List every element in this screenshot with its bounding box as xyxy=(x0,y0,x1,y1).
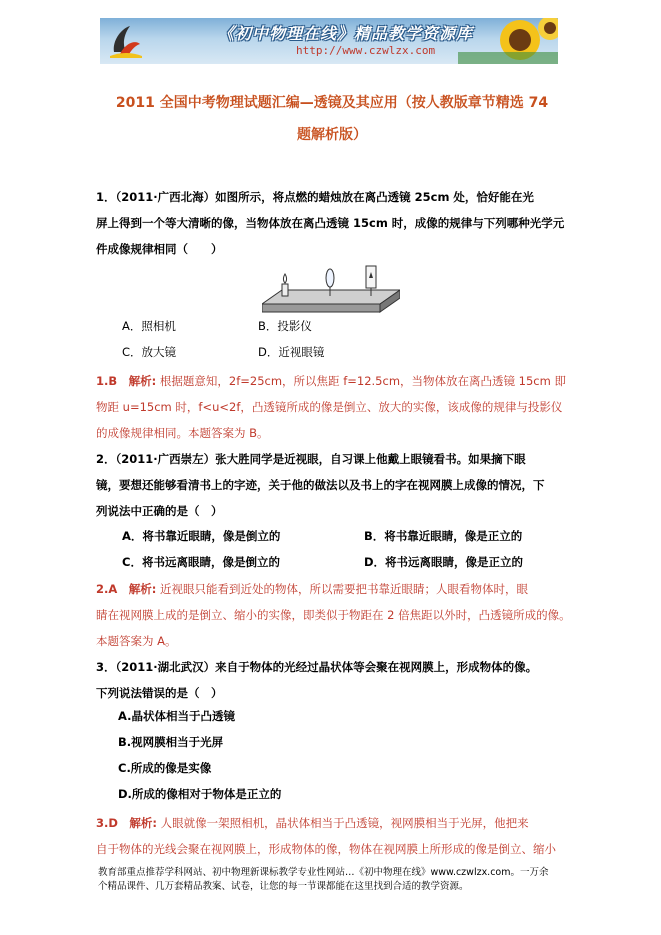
q3-answer-text1: 人眼就像一架照相机，晶状体相当于凸透镜，视网膜相当于光屏，他把来 xyxy=(157,816,529,830)
q3-option-c: C.所成的像是实像 xyxy=(118,761,212,775)
sunflower-icon xyxy=(458,18,558,64)
q2-option-d: D．将书远离眼睛，像是正立的 xyxy=(364,555,524,569)
q3-answer-line1 xyxy=(96,810,576,836)
q3-text-line1: 3．（2011·湖北武汉）来自于物体的光经过晶状体等会聚在视网膜上，形成物体的像。 xyxy=(96,660,538,674)
q2-text-line1: 2．（2011·广西崇左）张大胜同学是近视眼，自习课上他戴上眼镜看书。如果摘下眼 xyxy=(96,452,526,466)
q1-answer-line3: 的成像规律相同。本题答案为 B。 xyxy=(96,426,269,440)
footer-line2: 个精品课件、几万套精品教案、试卷，让您的每一节课都能在这里找到合适的教学资源。 xyxy=(98,881,469,892)
q2-text-line2: 镜，要想还能够看清书上的字迹，关于他的做法以及书上的字在视网膜上成像的情况，下 xyxy=(96,478,545,492)
banner-title: 《初中物理在线》精品教学资源库 xyxy=(218,24,474,43)
q2-option-c: C．将书远离眼睛，像是倒立的 xyxy=(122,555,280,569)
q1-answer-line1 xyxy=(96,368,576,394)
q1-option-c: C．放大镜 xyxy=(122,345,177,359)
q2-answer-text1: 近视眼只能看到近处的物体，所以需要把书靠近眼睛；人眼看物体时，眼 xyxy=(156,582,529,596)
q3-answer-line2: 自于物体的光线会聚在视网膜上，形成物体的像，物体在视网膜上所形成的像是倒立、缩小 xyxy=(96,842,556,856)
q3-option-a: A.晶状体相当于凸透镜 xyxy=(118,709,235,723)
q1-text-line1: 1．（2011·广西北海）如图所示，将点燃的蜡烛放在离凸透镜 25cm 处，恰好能在光 xyxy=(96,190,534,204)
q1-answer-label: 1.B 解析: xyxy=(96,374,157,388)
q1-option-d: D．近视眼镜 xyxy=(258,345,325,359)
q2-answer-line3: 本题答案为 A。 xyxy=(96,634,177,648)
q2-text-line3: 列说法中正确的是（ ） xyxy=(96,504,223,518)
q2-answer-label: 2.A 解析: xyxy=(96,582,157,596)
q1-option-b: B．投影仪 xyxy=(258,319,312,333)
document-title-line1: 2011 全国中考物理试题汇编—透镜及其应用（按人教版章节精选 74 xyxy=(115,95,549,111)
q1-text-line3: 件成像规律相同（ ） xyxy=(96,242,223,256)
q3-option-d: D.所成的像相对于物体是正立的 xyxy=(118,787,282,801)
footer-line1: 教育部重点推荐学科网站、初中物理新课标教学专业性网站…《初中物理在线》www.czwlzx.com。一万余 xyxy=(98,867,549,878)
header-banner xyxy=(100,18,558,64)
q1-option-a: A．照相机 xyxy=(122,319,176,333)
q3-answer-label: 3.D 解析: xyxy=(96,816,158,830)
q3-text-line2: 下列说法错误的是（ ） xyxy=(96,686,223,700)
q2-answer-line1 xyxy=(96,576,576,602)
banner-url[interactable]: http://www.czwlzx.com xyxy=(296,44,436,57)
q1-answer-text1: 根据题意知，2f=25cm，所以焦距 f=12.5cm，当物体放在离凸透镜 15cm 即 xyxy=(156,374,566,388)
q2-answer-line2: 睛在视网膜上成的是倒立、缩小的实像，即类似于物距在 2 倍焦距以外时，凸透镜所成的像。 xyxy=(96,608,571,622)
q1-text-line2: 屏上得到一个等大清晰的像，当物体放在离凸透镜 15cm 时，成像的规律与下列哪种光学元 xyxy=(96,216,565,230)
site-logo-icon xyxy=(106,22,144,60)
document-title-line2: 题解析版） xyxy=(297,127,367,143)
q2-option-a: A．将书靠近眼睛，像是倒立的 xyxy=(122,529,281,543)
q2-option-b: B．将书靠近眼睛，像是正立的 xyxy=(364,529,523,543)
q3-option-b: B.视网膜相当于光屏 xyxy=(118,735,224,749)
q1-answer-line2: 物距 u=15cm 时，f<u<2f，凸透镜所成的像是倒立、放大的实像，该成像的规律与投影仪 xyxy=(96,400,563,414)
optical-bench-figure xyxy=(262,262,400,318)
